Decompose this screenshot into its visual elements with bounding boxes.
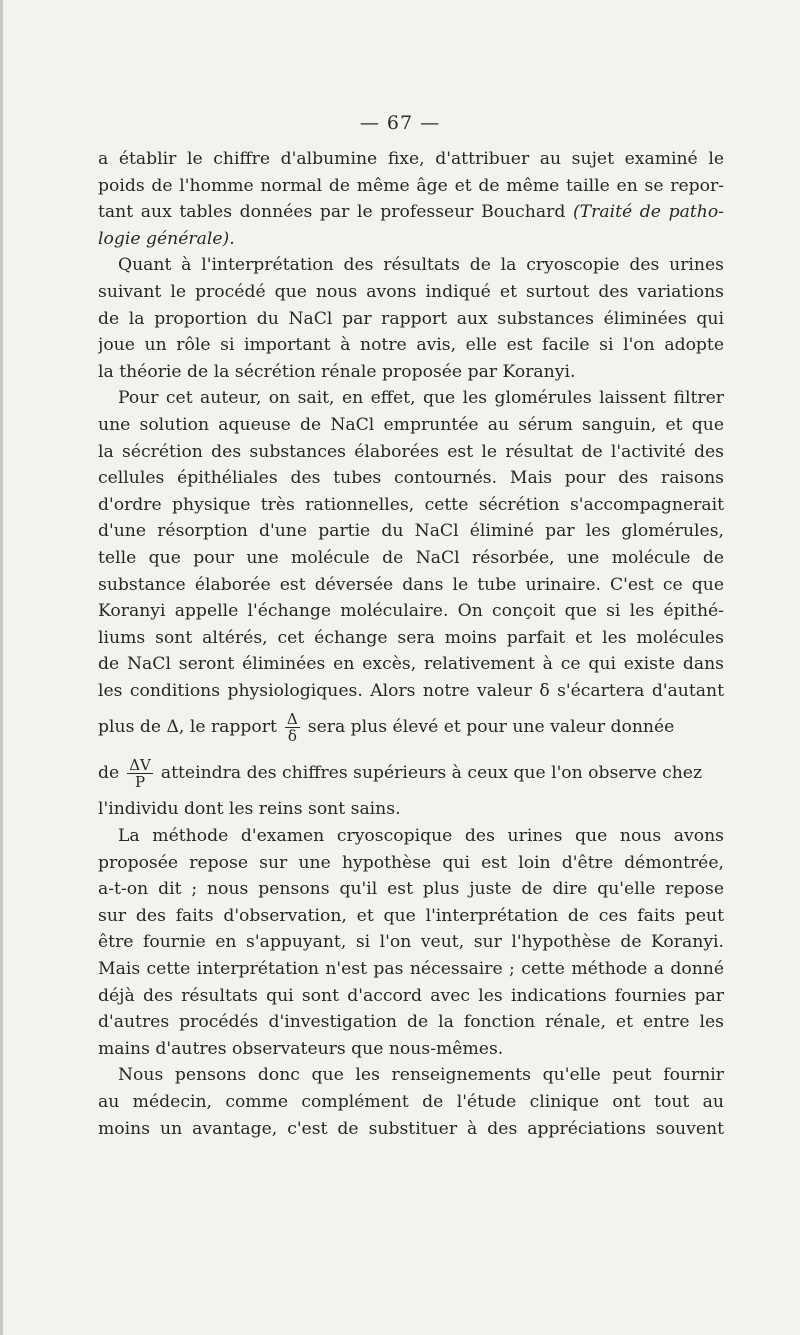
text-line: La méthode d'examen cryoscopique des urines que nous avons [118,826,724,847]
fraction-delta-over-delta [285,711,300,744]
text-segment: atteindra des chiffres supérieurs à ceux que l'on observe chez [160,763,703,784]
text-line: d'autres procédés d'investigation de la fonction rénale, et entre les [98,1012,724,1033]
text-line: joue un rôle si important à notre avis, elle est facile si l'on adopte [98,335,724,356]
text-line: déjà des résultats qui sont d'accord avec les indications fournies par [98,985,724,1006]
text-line: a-t-on dit ; nous pensons qu'il est plus juste de dire qu'elle repose [98,879,724,900]
fraction-numerator: Δ [286,709,298,728]
text-line: de NaCl seront éliminées en excès, relativement à ce qui existe dans [98,654,724,675]
fraction-dv-over-p [127,757,153,790]
text-line: au médecin, comme complément de l'étude clinique ont tout au [98,1092,724,1112]
fraction-line-2 [98,750,724,796]
italic-reference: (Traité de patho- [572,202,724,223]
text-line: mains d'autres observateurs que nous-mêmes. [98,1038,504,1059]
text-line: une solution aqueuse de NaCl empruntée au sérum sanguin, et que [98,414,724,435]
text-line: la sécrétion des substances élaborées est le résultat de l'activité des [98,441,724,462]
text-line: proposée repose sur une hypothèse qui est loin d'être démontrée, [98,852,724,873]
text-line: les conditions physiologiques. Alors notre valeur δ s'écartera d'autant [98,680,724,701]
text-line: a établir le chiffre d'albumine fixe, d'attribuer au sujet examiné le [98,149,724,169]
text-line: cellules épithéliales des tubes contournés. Mais pour des raisons [98,468,724,489]
text-line [98,199,724,226]
paragraph-4 [98,823,724,1062]
paragraph-1 [98,146,724,252]
text-line: poids de l'homme normal de même âge et de même taille en se repor- [98,175,724,196]
text-segment: sera plus élevé et pour une valeur donnée [307,717,675,738]
text-line: l'individu dont les reins sont sains. [98,799,401,820]
paragraph-2 [98,252,724,385]
text-line: Quant à l'interprétation des résultats de la cryoscopie des urines [118,255,724,276]
text-line: être fournie en s'appuyant, si l'on veut, sur l'hypothèse de Koranyi. [98,932,724,953]
text-line: suivant le procédé que nous avons indiqué et surtout des variations [98,281,724,302]
fraction-numerator: ΔV [129,755,151,774]
fraction-denominator: P [134,772,146,791]
text-line: Koranyi appelle l'échange moléculaire. On conçoit que si les épithé- [98,601,724,622]
text-line: Nous pensons donc que les renseignements qu'elle peut fournir [118,1065,724,1086]
text-line: logie générale). [98,228,235,249]
text-line: la théorie de la sécrétion rénale proposée par Koranyi. [98,361,576,382]
text-segment: de [98,763,120,784]
text-line: sur des faits d'observation, et que l'interprétation de ces faits peut [98,905,724,926]
text-line: Pour cet auteur, on sait, en effet, que les glomérules laissent filtrer [118,388,724,409]
text-segment: tant aux tables données par le professeur Bouchard [98,202,566,223]
paragraph-5 [98,1062,724,1142]
text-line: substance élaborée est déversée dans le tube urinaire. C'est ce que [98,574,724,595]
text-segment: plus de Δ, le rapport [98,717,277,738]
text-line: telle que pour une molécule de NaCl résorbée, une molécule de [98,547,724,568]
text-line: liums sont altérés, cet échange sera moins parfait et les molécules [98,627,724,648]
paragraph-3 [98,385,724,823]
fraction-line-1 [98,704,724,750]
page-number: — 67 — [359,112,441,134]
body-text [98,146,724,1142]
text-line: de la proportion du NaCl par rapport aux substances éliminées qui [98,308,724,329]
text-line: Mais cette interprétation n'est pas nécessaire ; cette méthode a donné [98,959,724,980]
fraction-denominator: δ [287,726,297,745]
text-line: moins un avantage, c'est de substituer à des appréciations souvent [98,1118,724,1139]
text-line: d'ordre physique très rationnelles, cette sécrétion s'accompagnerait [98,494,724,515]
page-edge-shadow [0,0,3,1335]
text-line: d'une résorption d'une partie du NaCl éliminé par les glomérules, [98,521,724,542]
